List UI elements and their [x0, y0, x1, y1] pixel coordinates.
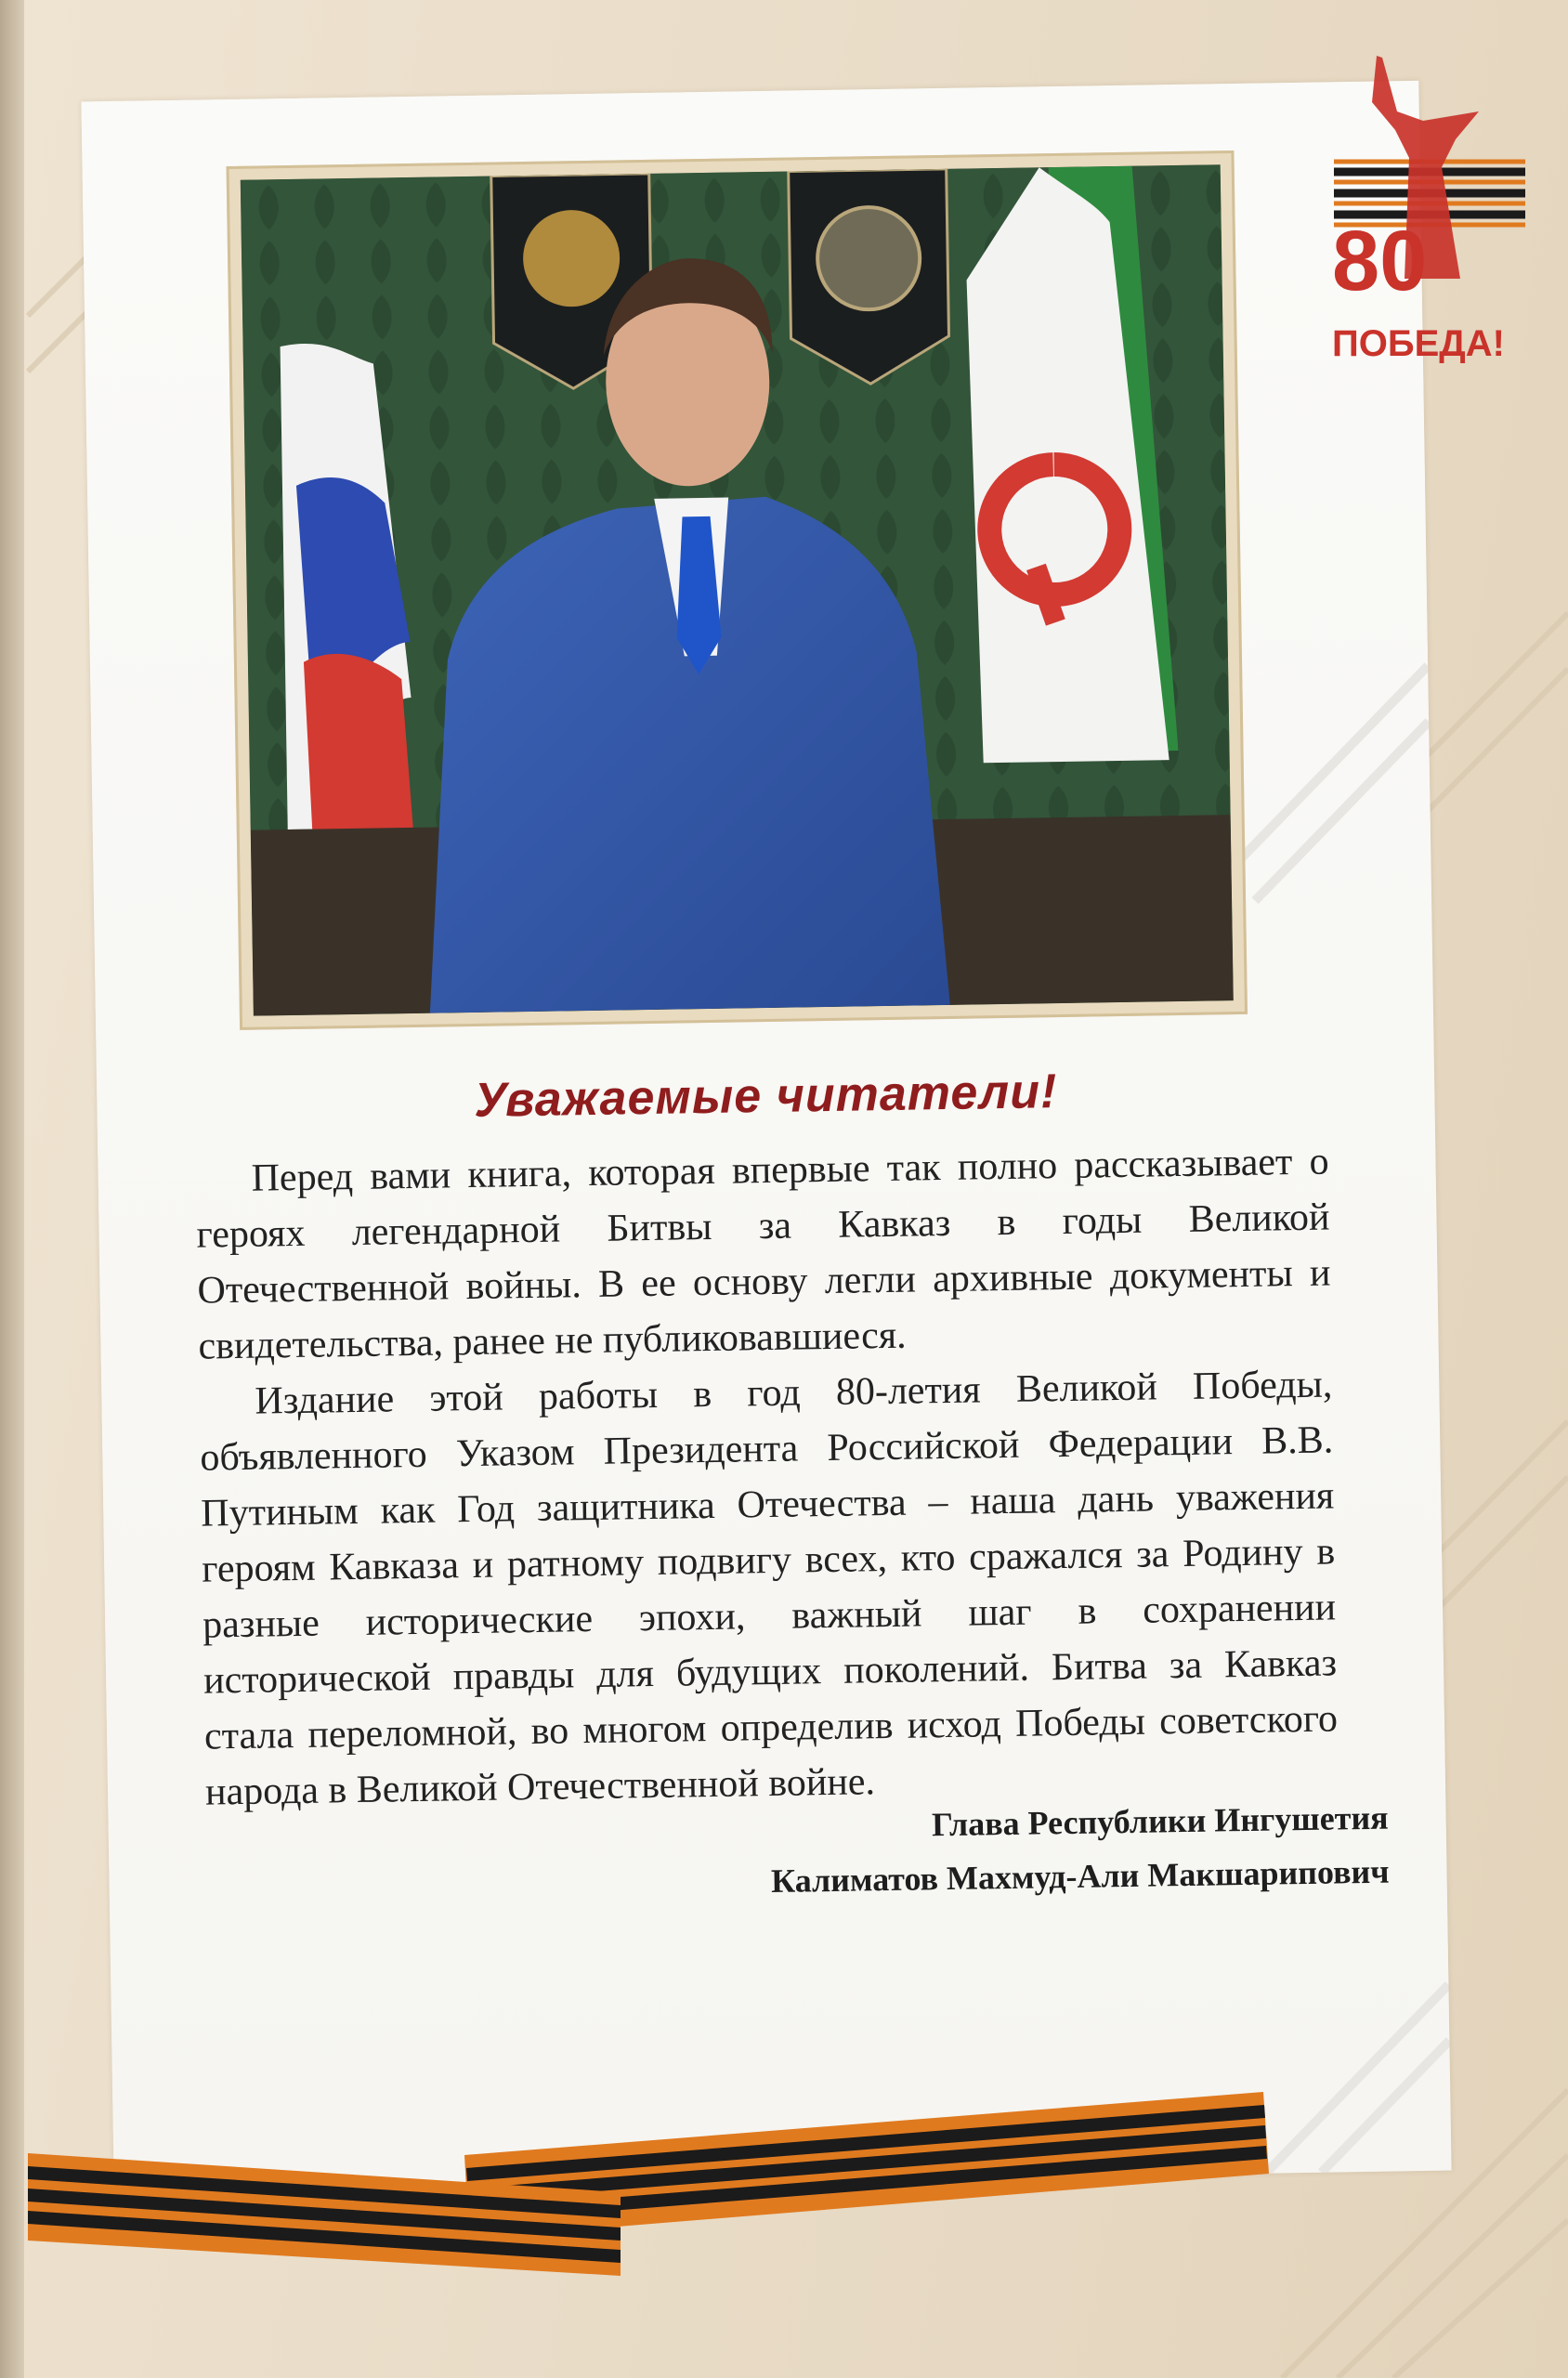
letter-body [195, 1133, 1339, 1820]
victory-80-logo [1321, 46, 1544, 381]
page-sheet [81, 81, 1451, 2191]
portrait-illustration [241, 164, 1234, 1015]
signature-block [770, 1791, 1390, 1908]
signature-position: Глава Республики Ингушетия [931, 1798, 1389, 1844]
signature-name: Калиматов Махмуд-Али Макшарипович [770, 1852, 1390, 1901]
paragraph-2: Издание этой работы в год 80-летия Великой Победы, объявленного Указом Президента Российской Федерации В.В. Путиным как Год защитника Отечества – наша дань уважения героям Кавказа и ратному подвигу всех, кто сражался за Родину в разные исторические эпохи, важный шаг в сохранении исторической правды для будущих поколений. Битва за Кавказ стала переломной, во многом определив исход Победы советского народа в Великой Отечественной войне. [200, 1363, 1339, 1814]
portrait-photo [241, 164, 1234, 1015]
logo-number: 80 [1332, 214, 1428, 308]
logo-word: ПОБЕДА! [1332, 323, 1505, 364]
paragraph-1: Перед вами книга, которая впервые так полно рассказывает о героях легендарной Битвы за Кавказ в годы Великой Отечественной войны. В ее основу легли архивные документы и свидетельства, ранее не публиковавшиеся. [196, 1140, 1331, 1368]
greeting-heading: Уважаемые читатели! [473, 1065, 1058, 1128]
portrait-frame [227, 150, 1248, 1030]
book-spine-edge [0, 0, 24, 2378]
